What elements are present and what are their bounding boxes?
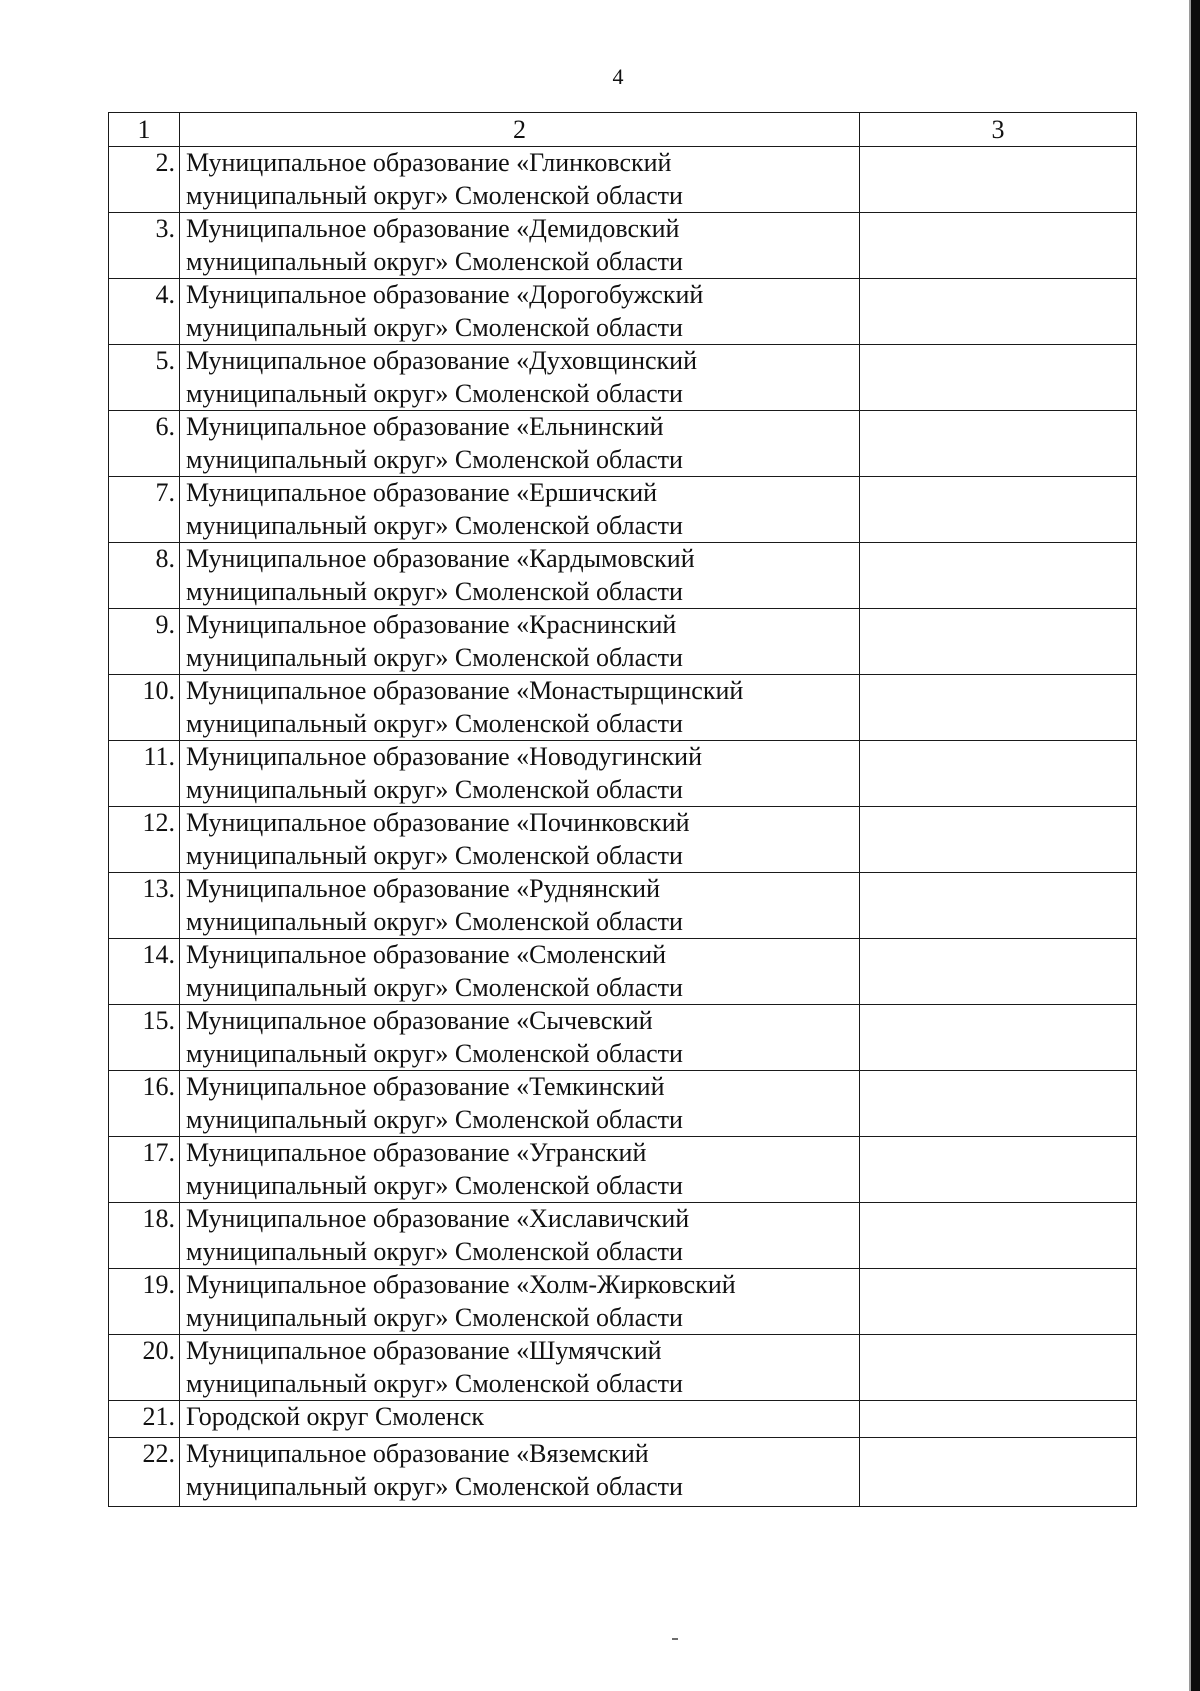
name-line-2: муниципальный округ» Смоленской области — [186, 708, 683, 738]
name-line-1: Муниципальное образование «Руднянский — [186, 874, 660, 903]
row-number: 6. — [109, 411, 180, 477]
value-cell — [860, 1269, 1137, 1335]
municipality-name — [180, 807, 860, 873]
municipality-name — [180, 873, 860, 939]
name-line-2: муниципальный округ» Смоленской области — [186, 510, 683, 540]
municipality-name — [180, 1335, 860, 1401]
table-row — [109, 345, 1137, 411]
table-row — [109, 741, 1137, 807]
row-number: 8. — [109, 543, 180, 609]
municipality-name — [180, 1438, 860, 1507]
scan-edge — [1191, 0, 1200, 1691]
municipality-name — [180, 345, 860, 411]
municipality-name — [180, 1005, 860, 1071]
name-line-2: муниципальный округ» Смоленской области — [186, 1368, 683, 1398]
municipality-name — [180, 543, 860, 609]
value-cell — [860, 1203, 1137, 1269]
table-row — [109, 213, 1137, 279]
row-number: 14. — [109, 939, 180, 1005]
value-cell — [860, 345, 1137, 411]
row-number: 3. — [109, 213, 180, 279]
name-line-2: муниципальный округ» Смоленской области — [186, 972, 683, 1002]
value-cell — [860, 807, 1137, 873]
table-row — [109, 1005, 1137, 1071]
value-cell — [860, 609, 1137, 675]
municipality-name — [180, 741, 860, 807]
name-line-1: Муниципальное образование «Краснинский — [186, 610, 677, 639]
municipality-name — [180, 213, 860, 279]
municipality-name — [180, 1401, 860, 1438]
name-line-1: Муниципальное образование «Сычевский — [186, 1006, 653, 1035]
table-row — [109, 279, 1137, 345]
page-number: 4 — [612, 64, 624, 89]
name-line-2: муниципальный округ» Смоленской области — [186, 246, 683, 276]
name-line-2: муниципальный округ» Смоленской области — [186, 312, 683, 342]
name-line-1: Муниципальное образование «Смоленский — [186, 940, 667, 969]
value-cell — [860, 1137, 1137, 1203]
row-number: 9. — [109, 609, 180, 675]
row-number: 16. — [109, 1071, 180, 1137]
municipality-name — [180, 279, 860, 345]
municipality-name — [180, 1203, 860, 1269]
value-cell — [860, 147, 1137, 213]
name-line-1: Муниципальное образование «Темкинский — [186, 1072, 665, 1101]
table-row — [109, 1203, 1137, 1269]
row-number: 2. — [109, 147, 180, 213]
value-cell — [860, 1071, 1137, 1137]
row-number: 22. — [109, 1438, 180, 1507]
row-number: 18. — [109, 1203, 180, 1269]
municipality-name — [180, 675, 860, 741]
table-row — [109, 411, 1137, 477]
name-line-1: Муниципальное образование «Глинковский — [186, 148, 672, 177]
row-number: 11. — [109, 741, 180, 807]
name-line-2: муниципальный округ» Смоленской области — [186, 444, 683, 474]
value-cell — [860, 1401, 1137, 1438]
table-row — [109, 147, 1137, 213]
table-row — [109, 609, 1137, 675]
scan-speck — [672, 1638, 678, 1640]
name-line-1: Муниципальное образование «Ершичский — [186, 478, 658, 507]
table-row — [109, 1137, 1137, 1203]
value-cell — [860, 279, 1137, 345]
table-row — [109, 873, 1137, 939]
value-cell — [860, 1005, 1137, 1071]
table-row — [109, 1071, 1137, 1137]
row-number: 7. — [109, 477, 180, 543]
table-row — [109, 543, 1137, 609]
municipality-name — [180, 477, 860, 543]
name-line-1: Муниципальное образование «Новодугинский — [186, 742, 702, 771]
table-row — [109, 1269, 1137, 1335]
row-number: 17. — [109, 1137, 180, 1203]
table-row — [109, 675, 1137, 741]
name-line-2: муниципальный округ» Смоленской области — [186, 906, 683, 936]
name-line-2: муниципальный округ» Смоленской области — [186, 1236, 683, 1266]
row-number: 5. — [109, 345, 180, 411]
name-line-1: Муниципальное образование «Вяземский — [186, 1439, 649, 1468]
name-line-1: Муниципальное образование «Шумячский — [186, 1336, 662, 1365]
name-line-2: муниципальный округ» Смоленской области — [186, 180, 683, 210]
row-number: 19. — [109, 1269, 180, 1335]
value-cell — [860, 411, 1137, 477]
value-cell — [860, 939, 1137, 1005]
name-line-2: муниципальный округ» Смоленской области — [186, 1471, 683, 1501]
name-line-1: Муниципальное образование «Угранский — [186, 1138, 647, 1167]
table-row — [109, 1401, 1137, 1438]
header-col-2: 2 — [180, 113, 860, 147]
name-line-2: муниципальный округ» Смоленской области — [186, 1038, 683, 1068]
value-cell — [860, 477, 1137, 543]
name-line-1: Муниципальное образование «Демидовский — [186, 214, 680, 243]
row-number: 21. — [109, 1401, 180, 1438]
table-row — [109, 477, 1137, 543]
municipality-name — [180, 411, 860, 477]
municipality-name — [180, 147, 860, 213]
name-line-2: муниципальный округ» Смоленской области — [186, 774, 683, 804]
name-line-1: Муниципальное образование «Духовщинский — [186, 346, 698, 375]
name-line-1: Муниципальное образование «Кардымовский — [186, 544, 695, 573]
name-line-1: Муниципальное образование «Ельнинский — [186, 412, 664, 441]
name-line-1: Муниципальное образование «Починковский — [186, 808, 690, 837]
row-number: 20. — [109, 1335, 180, 1401]
municipality-table — [108, 112, 1137, 1507]
table-header-row — [109, 113, 1137, 147]
municipality-name — [180, 1137, 860, 1203]
municipality-name — [180, 1269, 860, 1335]
municipality-name — [180, 1071, 860, 1137]
municipality-name — [180, 609, 860, 675]
municipality-name — [180, 939, 860, 1005]
name-line-2: муниципальный округ» Смоленской области — [186, 1170, 683, 1200]
value-cell — [860, 543, 1137, 609]
table-row — [109, 939, 1137, 1005]
name-line-1: Муниципальное образование «Дорогобужский — [186, 280, 704, 309]
header-col-3: 3 — [860, 113, 1137, 147]
name-line-1: Муниципальное образование «Хиславичский — [186, 1204, 690, 1233]
row-number: 13. — [109, 873, 180, 939]
name-line-2: муниципальный округ» Смоленской области — [186, 378, 683, 408]
name-line-2: муниципальный округ» Смоленской области — [186, 1104, 683, 1134]
name-line-2: муниципальный округ» Смоленской области — [186, 576, 683, 606]
value-cell — [860, 873, 1137, 939]
header-col-1: 1 — [109, 113, 180, 147]
value-cell — [860, 1335, 1137, 1401]
name-line-1: Муниципальное образование «Монастырщинский — [186, 676, 744, 705]
table-row — [109, 807, 1137, 873]
name-line-2: муниципальный округ» Смоленской области — [186, 642, 683, 672]
name-line-1: Муниципальное образование «Холм-Жирковский — [186, 1270, 736, 1299]
table-row — [109, 1438, 1137, 1507]
name-line-1: Городской округ Смоленск — [186, 1402, 484, 1431]
row-number: 10. — [109, 675, 180, 741]
value-cell — [860, 1438, 1137, 1507]
row-number: 12. — [109, 807, 180, 873]
name-line-2: муниципальный округ» Смоленской области — [186, 840, 683, 870]
value-cell — [860, 741, 1137, 807]
row-number: 4. — [109, 279, 180, 345]
value-cell — [860, 675, 1137, 741]
row-number: 15. — [109, 1005, 180, 1071]
name-line-2: муниципальный округ» Смоленской области — [186, 1302, 683, 1332]
table-row — [109, 1335, 1137, 1401]
value-cell — [860, 213, 1137, 279]
